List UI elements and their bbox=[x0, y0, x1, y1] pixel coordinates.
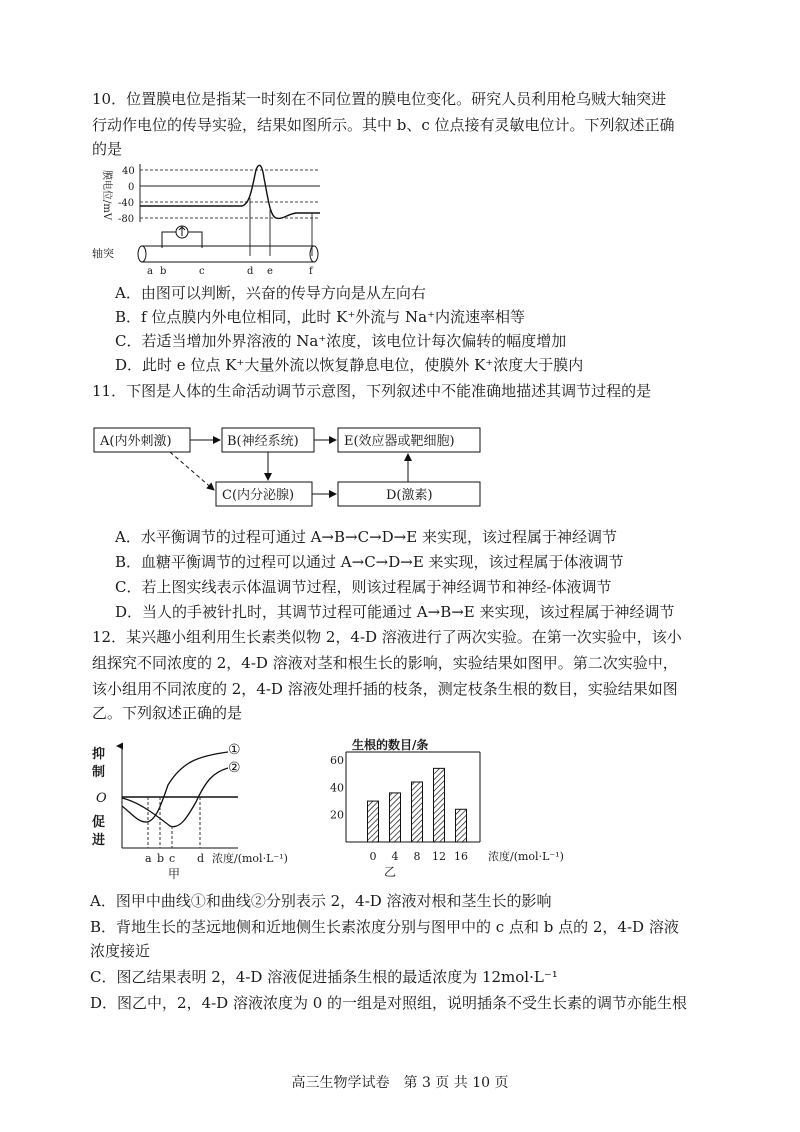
regulation-diagram bbox=[90, 420, 490, 515]
growth-effect-figure bbox=[88, 740, 328, 880]
box-d: D(激素) bbox=[386, 488, 433, 503]
jia-point-a: a bbox=[145, 852, 152, 865]
yi-xtick: 12 bbox=[432, 850, 446, 863]
q11-option-c: C．若上图实线表示体温调节过程，则该过程属于神经调节和神经-体液调节 bbox=[115, 578, 612, 596]
jia-point-b: b bbox=[157, 852, 165, 865]
yi-xtick: 16 bbox=[454, 850, 468, 863]
membrane-potential-figure bbox=[92, 158, 342, 278]
jia-xlabel: 浓度/(mol·L⁻¹) bbox=[212, 852, 288, 865]
fig10-ylabel: 膜电位/mV bbox=[101, 170, 112, 221]
q10-stem-line-2: 行动作电位的传导实验，结果如图所示。其中 b、c 位点接有灵敏电位计。下列叙述正确 bbox=[92, 116, 675, 134]
fig10-ytick-40: 40 bbox=[122, 166, 135, 177]
fig10-pos-b: b bbox=[160, 266, 167, 277]
q11-option-a: A．水平衡调节的过程可通过 A→B→C→D→E 来实现，该过程属于神经调节 bbox=[115, 528, 617, 546]
yi-caption: 乙 bbox=[384, 865, 397, 879]
q12-option-a: A．图甲中曲线①和曲线②分别表示 2，4-D 溶液对根和茎生长的影响 bbox=[90, 892, 552, 910]
q12-option-b: B．背地生长的茎远地侧和近地侧生长素浓度分别与图甲中的 c 点和 b 点的 2，4-D 溶液 bbox=[90, 918, 679, 936]
q12-stem-line-4: 乙。下列叙述正确的是 bbox=[92, 704, 243, 722]
jia-origin: O bbox=[96, 791, 107, 806]
box-c: C(内分泌腺) bbox=[222, 488, 295, 503]
root-count-chart bbox=[330, 736, 590, 882]
yi-xtick: 8 bbox=[413, 850, 421, 863]
jia-bottom-1: 促 bbox=[92, 815, 106, 830]
fig10-pos-e: e bbox=[267, 266, 273, 277]
yi-bar bbox=[368, 801, 379, 842]
yi-bar bbox=[434, 768, 445, 842]
box-a: A(内外刺激) bbox=[100, 434, 172, 449]
jia-top-1: 抑 bbox=[92, 747, 106, 762]
yi-bar bbox=[456, 809, 467, 842]
fig10-axon-label: 轴突 bbox=[92, 247, 114, 260]
jia-curve-1 bbox=[122, 752, 228, 822]
jia-point-c: c bbox=[169, 852, 176, 865]
q10-stem-line-3: 的是 bbox=[92, 140, 123, 158]
yi-xtick: 4 bbox=[391, 850, 399, 863]
q12-option-d: D．图乙中，2，4-D 溶液浓度为 0 的一组是对照组，说明插条不受生长素的调节亦能生根 bbox=[90, 994, 688, 1012]
q12-stem-line-2: 组探究不同浓度的 2，4-D 溶液对茎和根生长的影响，实验结果如图甲。第二次实验中， bbox=[92, 654, 678, 672]
box-b: B(神经系统) bbox=[227, 434, 299, 449]
jia-top-2: 制 bbox=[92, 765, 106, 780]
yi-ytick: 20 bbox=[330, 808, 344, 822]
jia-curve-label-2: ② bbox=[228, 760, 241, 776]
yi-bar bbox=[390, 793, 401, 842]
q12-option-b-cont: 浓度接近 bbox=[90, 942, 151, 960]
fig10-pos-c: c bbox=[199, 266, 205, 277]
fig10-ytick-n80: -80 bbox=[118, 214, 135, 225]
jia-curve-label-1: ① bbox=[228, 742, 241, 758]
fig10-ytick-n40: -40 bbox=[118, 198, 135, 209]
fig10-potential-curve bbox=[140, 165, 320, 218]
fig10-pos-d: d bbox=[247, 266, 254, 277]
page-footer: 高三生物学试卷 第 3 页 共 10 页 bbox=[291, 1075, 509, 1091]
q10-option-d: D．此时 e 位点 K⁺大量外流以恢复静息电位，使膜外 K⁺浓度大于膜内 bbox=[115, 356, 584, 374]
q12-stem-line-3: 该小组用不同浓度的 2，4-D 溶液处理扦插的枝条，测定枝条生根的数目，实验结果如图 bbox=[92, 680, 678, 698]
box-e: E(效应器或靶细胞) bbox=[344, 434, 455, 449]
jia-caption: 甲 bbox=[168, 867, 181, 880]
q11-stem: 11．下图是人体的生命活动调节示意图，下列叙述中不能准确地描述其调节过程的是 bbox=[92, 382, 652, 400]
yi-title: 生根的数目/条 bbox=[352, 738, 429, 752]
yi-bar bbox=[412, 782, 423, 842]
q12-stem-line-1: 12．某兴趣小组利用生长素类似物 2，4-D 溶液进行了两次实验。在第一次实验中，该小 bbox=[92, 628, 682, 646]
q11-option-b: B．血糖平衡调节的过程可以通过 A→C→D→E 来实现，该过程属于体液调节 bbox=[115, 553, 624, 571]
q10-option-a: A．由图可以判断，兴奋的传导方向是从左向右 bbox=[115, 284, 426, 302]
fig10-ytick-0: 0 bbox=[128, 182, 135, 193]
q12-option-c: C．图乙结果表明 2，4-D 溶液促进插条生根的最适浓度为 12mol·L⁻¹ bbox=[90, 968, 558, 986]
jia-bottom-2: 进 bbox=[92, 833, 106, 848]
yi-xtick: 0 bbox=[369, 850, 377, 863]
yi-ytick: 60 bbox=[330, 754, 344, 768]
fig10-pos-f: f bbox=[309, 266, 313, 277]
q11-option-d: D．当人的手被针扎时，其调节过程可能通过 A→B→E 来实现，该过程属于神经调节 bbox=[115, 603, 675, 621]
jia-point-d: d bbox=[197, 852, 205, 865]
q10-stem-line-1: 10．位置膜电位是指某一时刻在不同位置的膜电位变化。研究人员利用枪乌贼大轴突进 bbox=[92, 90, 667, 108]
yi-xlabel: 浓度/(mol·L⁻¹) bbox=[488, 850, 564, 863]
yi-ytick: 40 bbox=[330, 781, 344, 795]
q10-option-b: B．f 位点膜内外电位相同，此时 K⁺外流与 Na⁺内流速率相等 bbox=[115, 308, 525, 326]
fig10-pos-a: a bbox=[147, 266, 153, 277]
q10-option-c: C．若适当增加外界溶液的 Na⁺浓度，该电位计每次偏转的幅度增加 bbox=[115, 332, 567, 350]
